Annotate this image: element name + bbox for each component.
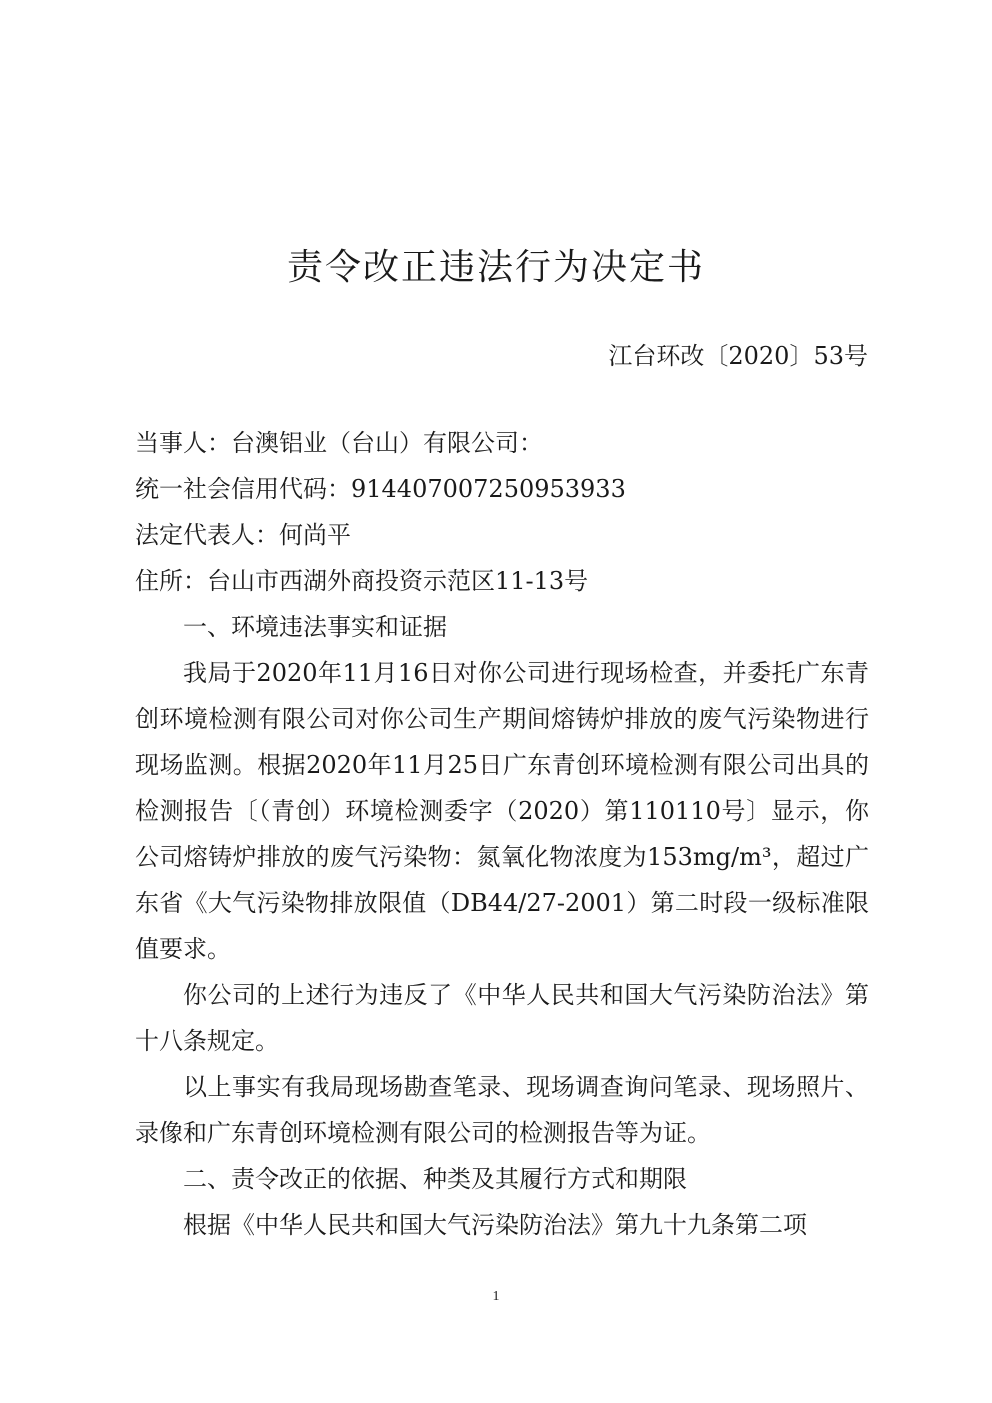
paragraph-evidence: 以上事实有我局现场勘查笔录、现场调查询问笔录、现场照片、录像和广东青创环境检测有限公司的检测报告等为证。 bbox=[135, 1073, 869, 1147]
document-number: 江台环改〔2020〕53号 bbox=[608, 342, 868, 370]
page-number: 1 bbox=[492, 1289, 500, 1304]
document-title: 责令改正违法行为决定书 bbox=[286, 247, 705, 288]
party-line: 当事人：台澳铝业（台山）有限公司： bbox=[135, 429, 543, 457]
paragraph-inspection: 我局于2020年11月16日对你公司进行现场检查，并委托广东青创环境检测有限公司对你公司生产期间熔铸炉排放的废气污染物进行现场监测。根据2020年11月25日广东青创环境检测有限公司出具的检测报告〔（青创）环境检测委字（2020）第110110号〕显示，你公司熔铸炉排放的废气污染物：氮氧化物浓度为153mg/m³，超过广东省《大气污染物排放限值（DB44/27-2001）第二时段一级标准限值要求。 bbox=[135, 659, 869, 963]
document-body bbox=[135, 420, 869, 1248]
section-heading-basis: 二、责令改正的依据、种类及其履行方式和期限 bbox=[183, 1165, 687, 1193]
credit-code-line: 统一社会信用代码：914407007250953933 bbox=[135, 475, 626, 503]
paragraph-violation: 你公司的上述行为违反了《中华人民共和国大气污染防治法》第十八条规定。 bbox=[135, 981, 869, 1055]
address-line: 住所：台山市西湖外商投资示范区11-13号 bbox=[135, 567, 589, 595]
paragraph-legal-basis: 根据《中华人民共和国大气污染防治法》第九十九条第二项 bbox=[183, 1211, 807, 1239]
section-heading-facts: 一、环境违法事实和证据 bbox=[183, 613, 447, 641]
legal-representative-line: 法定代表人：何尚平 bbox=[135, 521, 351, 549]
